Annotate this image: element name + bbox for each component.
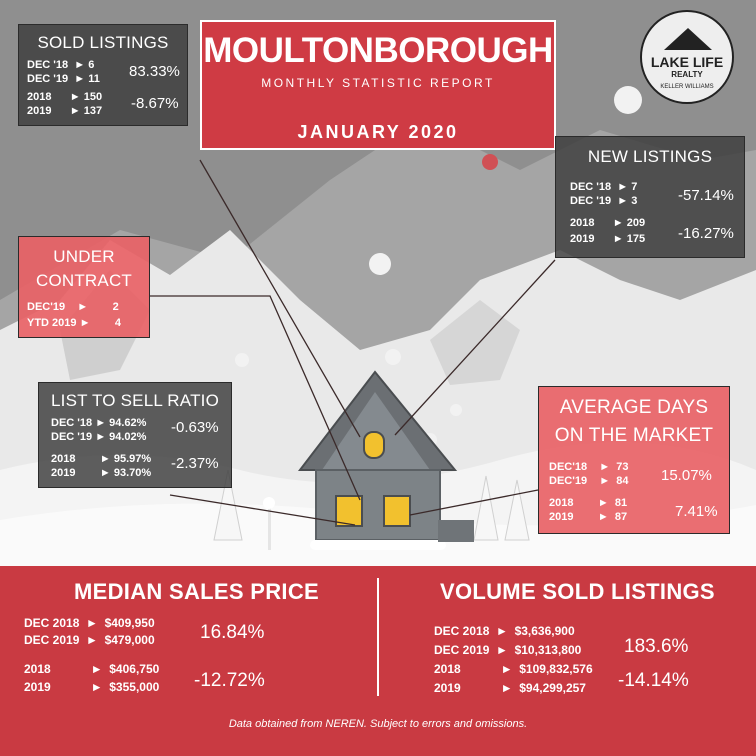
house-body <box>316 470 440 540</box>
list-to-sell-row: DEC '18 ► 94.62% <box>51 417 147 429</box>
snowflake-icon <box>450 404 462 416</box>
avg-days-row: DEC'18 ► 73 <box>549 461 629 473</box>
new-listings-row: 2018 ► 209 <box>570 217 646 229</box>
avg-days-row: 2018 ► 81 <box>549 497 628 509</box>
fence <box>438 520 474 542</box>
logo-line2: REALTY <box>671 70 703 79</box>
town-title: MOULTONBOROUGH <box>203 31 553 70</box>
under-contract-row: YTD 2019 ► 4 <box>27 317 122 329</box>
list-to-sell-month-change: -0.63% <box>171 419 219 436</box>
under-contract-box <box>18 236 150 338</box>
sold-listings-month-change: 83.33% <box>129 63 180 80</box>
avg-days-title-line2: ON THE MARKET <box>554 425 714 446</box>
volume-sold-row: 2019 ► $94,299,257 <box>434 681 586 695</box>
avg-days-row: 2019 ► 87 <box>549 511 628 523</box>
new-listings-row: DEC '18 ► 7 <box>570 181 638 193</box>
sold-listings-title: SOLD LISTINGS <box>37 33 169 52</box>
report-subtitle: MONTHLY STATISTIC REPORT <box>261 76 495 90</box>
median-price-row: 2018 ► $406,750 <box>24 662 160 676</box>
title-box <box>200 20 556 150</box>
report-month: JANUARY 2020 <box>297 122 459 142</box>
list-to-sell-row: DEC '19 ► 94.02% <box>51 431 147 443</box>
sold-listings-row: 2018 ► 150 <box>27 91 103 103</box>
under-contract-title-line2: CONTRACT <box>35 271 133 290</box>
volume-sold-title: VOLUME SOLD LISTINGS <box>440 579 715 604</box>
list-to-sell-row: 2018 ► 95.97% <box>51 453 152 465</box>
snowflake-icon <box>482 154 498 170</box>
sold-listings-box <box>18 24 188 126</box>
house-base-snow <box>310 540 446 550</box>
list-to-sell-title: LIST TO SELL RATIO <box>51 391 219 410</box>
sold-listings-year-change: -8.67% <box>131 95 179 112</box>
attic-window <box>364 432 384 458</box>
volume-sold-row: DEC 2019 ► $10,313,800 <box>434 643 582 657</box>
avg-days-box <box>538 386 730 534</box>
right-window <box>384 496 410 526</box>
panel-divider <box>377 578 379 696</box>
volume-sold-year-change: -14.14% <box>618 670 689 691</box>
median-price-row: 2019 ► $355,000 <box>24 680 160 694</box>
new-listings-row: 2019 ► 175 <box>570 233 646 245</box>
lamp-light <box>263 497 275 509</box>
new-listings-year-change: -16.27% <box>678 225 734 242</box>
list-to-sell-row: 2019 ► 93.70% <box>51 467 152 479</box>
under-contract-title: UNDER <box>53 247 115 266</box>
median-price-year-change: -12.72% <box>194 670 265 691</box>
sold-listings-row: 2019 ► 137 <box>27 105 103 117</box>
snowflake-icon <box>385 349 401 365</box>
median-price-row: DEC 2019 ► $479,000 <box>24 633 155 647</box>
new-listings-month-change: -57.14% <box>678 187 734 204</box>
snowflake-icon <box>614 86 642 114</box>
sold-listings-row: DEC '19 ► 11 <box>27 73 100 85</box>
snowflake-icon <box>369 253 391 275</box>
new-listings-title: NEW LISTINGS <box>587 147 713 166</box>
snowflake-icon <box>235 353 249 367</box>
logo-line1: LAKE LIFE <box>650 54 724 70</box>
logo-line3: KELLER WILLIAMS <box>660 84 714 90</box>
sold-listings-row: DEC '18 ► 6 <box>27 59 95 71</box>
median-price-row: DEC 2018 ► $409,950 <box>24 616 155 630</box>
avg-days-year-change: 7.41% <box>675 503 718 520</box>
median-price-title: MEDIAN SALES PRICE <box>74 579 319 604</box>
list-to-sell-box <box>38 382 232 488</box>
lake-life-logo <box>640 10 734 104</box>
avg-days-row: DEC'19 ► 84 <box>549 475 629 487</box>
under-contract-row: DEC'19 ► 2 <box>27 301 119 313</box>
volume-sold-month-change: 183.6% <box>624 636 689 657</box>
volume-sold-row: 2018 ► $109,832,576 <box>434 662 593 676</box>
new-listings-row: DEC '19 ► 3 <box>570 195 638 207</box>
left-window <box>336 496 362 526</box>
list-to-sell-year-change: -2.37% <box>171 455 219 472</box>
median-price-month-change: 16.84% <box>200 622 265 643</box>
data-source-note: Data obtained from NEREN. Subject to errors and omissions. <box>228 718 528 730</box>
avg-days-month-change: 15.07% <box>661 467 712 484</box>
logo-mountain-icon <box>664 28 712 50</box>
new-listings-box <box>555 136 745 258</box>
volume-sold-row: DEC 2018 ► $3,636,900 <box>434 624 575 638</box>
avg-days-title: AVERAGE DAYS <box>559 397 709 418</box>
